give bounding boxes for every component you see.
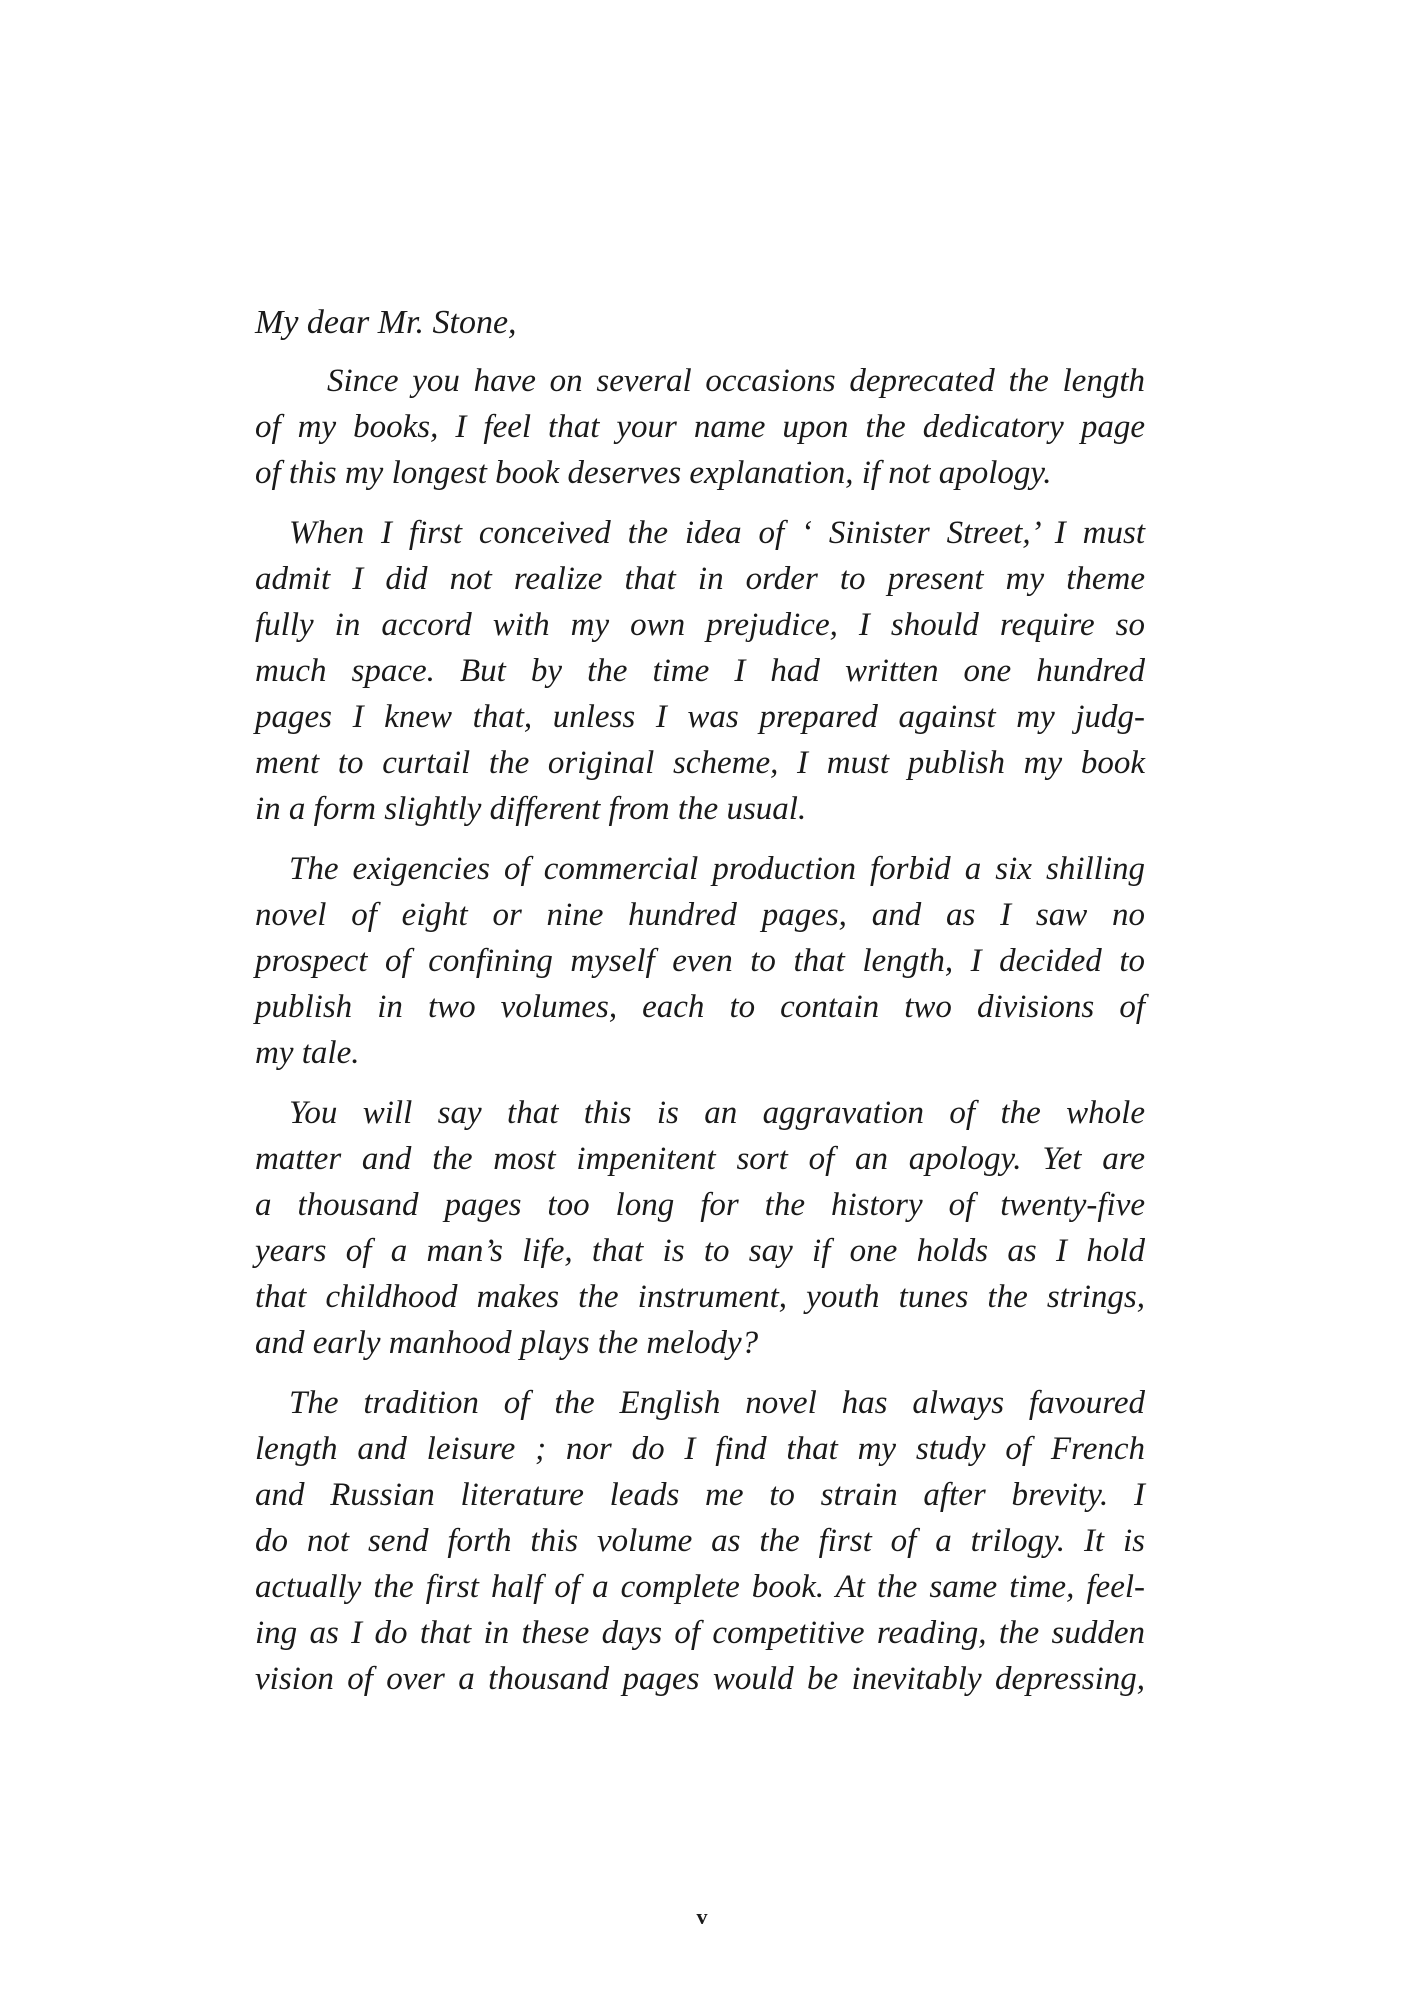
text-line: pages I knew that, unless I was prepared against my judg- — [255, 699, 1145, 735]
text-line: length and leisure ; nor do I find that my study of French — [255, 1431, 1145, 1467]
text-line: matter and the most impenitent sort of an apology. Yet are — [255, 1141, 1145, 1177]
text-line: much space. But by the time I had written one hundred — [255, 653, 1145, 689]
paragraph-2 — [255, 510, 1145, 832]
text-line: in a form slightly different from the usual. — [255, 791, 807, 827]
text-line: vision of over a thousand pages would be inevitably depressing, — [255, 1661, 1145, 1697]
text-line: fully in accord with my own prejudice, I should require so — [255, 607, 1145, 643]
letter-body — [255, 300, 1145, 1716]
paragraph-3 — [255, 846, 1145, 1076]
text-line: my tale. — [255, 1035, 360, 1071]
text-line: publish in two volumes, each to contain two divisions of — [255, 989, 1145, 1025]
text-line: a thousand pages too long for the history of twenty-five — [255, 1187, 1145, 1223]
text-line: prospect of confining myself even to that length, I decided to — [255, 943, 1145, 979]
text-line: do not send forth this volume as the first of a trilogy. It is — [255, 1523, 1145, 1559]
text-line: admit I did not realize that in order to present my theme — [255, 561, 1145, 597]
text-line: The exigencies of commercial production forbid a six shilling — [289, 851, 1145, 887]
text-line: that childhood makes the instrument, youth tunes the strings, — [255, 1279, 1145, 1315]
text-line: Since you have on several occasions deprecated the length — [327, 363, 1145, 399]
text-line: You will say that this is an aggravation of the whole — [289, 1095, 1145, 1131]
paragraph-5 — [255, 1380, 1145, 1702]
paragraph-1 — [255, 358, 1145, 496]
text-line: ment to curtail the original scheme, I must publish my book — [255, 745, 1145, 781]
salutation: My dear Mr. Stone, — [255, 304, 517, 341]
paragraph-4 — [255, 1090, 1145, 1366]
text-line: of this my longest book deserves explanation, if not apology. — [255, 455, 1052, 491]
page-number: v — [696, 1904, 708, 1929]
text-line: The tradition of the English novel has always favoured — [289, 1385, 1145, 1421]
text-line: and Russian literature leads me to strain after brevity. I — [255, 1477, 1145, 1513]
text-line: actually the first half of a complete book. At the same time, feel- — [255, 1569, 1145, 1605]
text-line: years of a man’s life, that is to say if one holds as I hold — [255, 1233, 1145, 1269]
text-line: novel of eight or nine hundred pages, and as I saw no — [255, 897, 1145, 933]
text-line: When I first conceived the idea of ‘ Sinister Street,’ I must — [289, 515, 1145, 551]
text-line: of my books, I feel that your name upon the dedicatory page — [255, 409, 1145, 445]
text-line: ing as I do that in these days of competitive reading, the sudden — [255, 1615, 1145, 1651]
text-line: and early manhood plays the melody? — [255, 1325, 759, 1361]
